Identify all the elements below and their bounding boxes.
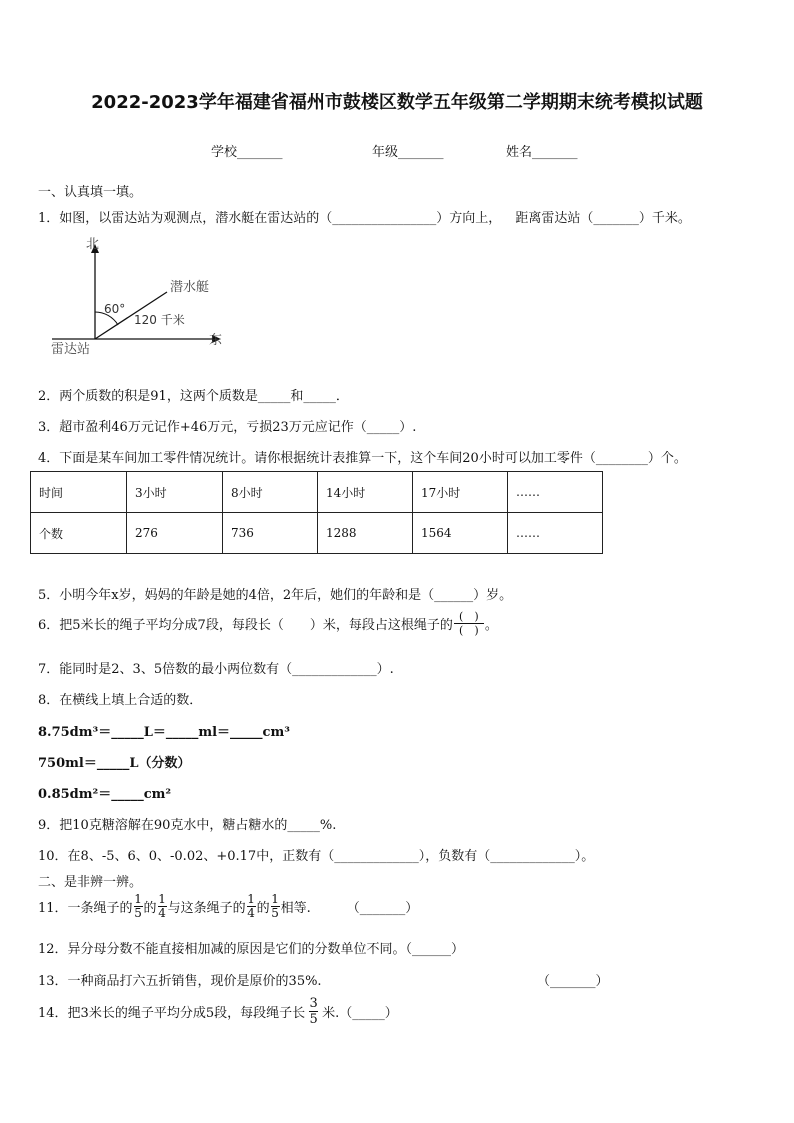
- question-13-answer: （_______）: [537, 974, 609, 989]
- station-label: 雷达站: [51, 342, 91, 357]
- table-cell: 736: [223, 513, 318, 554]
- section-2-heading: 二、是非辨一辨。: [38, 875, 143, 890]
- table-cell: 1564: [413, 513, 508, 554]
- question-3: 3．超市盈利46万元记作+46万元，亏损23万元应记作（_____）.: [38, 420, 417, 435]
- table-cell: 276: [127, 513, 223, 554]
- north-label: 北: [86, 237, 100, 252]
- question-1-text-a: 1．如图，以雷达站为观测点，潜水艇在雷达站的（________________）方向上，: [38, 211, 502, 226]
- east-label: 东: [209, 333, 223, 348]
- angle-label: 60°: [104, 302, 126, 316]
- fraction: [309, 996, 318, 1027]
- production-table: [30, 471, 603, 554]
- table-cell: ……: [508, 513, 603, 554]
- question-11: [38, 893, 418, 920]
- question-11-text-a: 11．一条绳子的: [38, 901, 133, 916]
- table-row: [31, 513, 603, 554]
- question-2: 2．两个质数的积是91，这两个质数是_____和_____．: [38, 389, 349, 404]
- fraction-numerator: 1: [247, 892, 255, 906]
- question-14-text-b: 米.（_____）: [322, 1006, 398, 1021]
- table-cell: 时间: [31, 472, 127, 513]
- question-11-text-b: 的: [143, 901, 157, 916]
- fraction-denominator: 5: [271, 906, 279, 920]
- table-row: [31, 472, 603, 513]
- question-11-text-e: 相等.: [280, 901, 311, 916]
- page-title: 2022-2023学年福建省福州市鼓楼区数学五年级第二学期期末统考模拟试题: [91, 92, 703, 113]
- table-cell: 个数: [31, 513, 127, 554]
- name-field: 姓名_______: [506, 145, 578, 160]
- fraction-denominator: 4: [158, 906, 166, 920]
- question-13: 13．一种商品打六五折销售，现价是原价的35%.: [38, 974, 322, 989]
- school-field: 学校_______: [211, 145, 283, 160]
- distance-label: 120 千米: [134, 313, 185, 327]
- table-cell: 1288: [318, 513, 413, 554]
- fraction-denominator: ( ): [459, 624, 479, 637]
- question-8-part-a: 8.75dm³＝_____L＝_____ml＝_____cm³: [38, 725, 290, 740]
- question-14-text-a: 14．把3米长的绳子平均分成5段，每段绳子长: [38, 1006, 306, 1021]
- question-8: 8．在横线上填上合适的数．: [38, 693, 203, 708]
- question-7: 7．能同时是2、3、5倍数的最小两位数有（_____________）.: [38, 662, 394, 677]
- fraction: [134, 893, 143, 920]
- question-11-text-c: 与这条绳子的: [167, 901, 246, 916]
- question-1: [38, 207, 691, 226]
- fraction-numerator: 3: [309, 996, 318, 1011]
- question-4: 4．下面是某车间加工零件情况统计。请你根据统计表推算一下，这个车间20小时可以加工零件（________）个。: [38, 451, 687, 466]
- question-5: 5．小明今年x岁，妈妈的年龄是她的4倍，2年后，她们的年龄和是（______）岁。: [38, 588, 513, 603]
- question-11-answer: （_______）: [346, 901, 419, 916]
- question-6-end: 。: [484, 618, 498, 633]
- question-6-text: 6．把5米长的绳子平均分成7段，每段长（ ）米，每段占这根绳子的: [38, 618, 453, 633]
- question-11-text-d: 的: [256, 901, 270, 916]
- question-6: [38, 610, 498, 637]
- submarine-label: 潜水艇: [170, 280, 210, 295]
- question-8-part-b: 750ml＝_____L（分数）: [38, 756, 191, 771]
- section-1-heading: 一、认真填一填。: [38, 185, 143, 200]
- fraction-numerator: 1: [158, 892, 166, 906]
- question-1-text-b: 距离雷达站（_______）千米。: [515, 211, 691, 226]
- table-cell: 17小时: [413, 472, 508, 513]
- question-14: [38, 996, 398, 1027]
- fraction-numerator: ( ): [459, 610, 479, 623]
- fraction: [247, 893, 256, 920]
- grade-field: 年级_______: [372, 145, 444, 160]
- fraction: [158, 893, 167, 920]
- table-cell: ……: [508, 472, 603, 513]
- fraction-numerator: 1: [134, 892, 142, 906]
- fraction: [454, 610, 484, 637]
- question-9: 9．把10克糖溶解在90克水中，糖占糖水的_____%.: [38, 818, 337, 833]
- table-cell: 14小时: [318, 472, 413, 513]
- radar-diagram: [46, 236, 236, 358]
- fraction-numerator: 1: [271, 892, 279, 906]
- fraction: [271, 893, 280, 920]
- question-10: 10．在8、-5、6、0、-0.02、+0.17中，正数有（_____________），负数有（_____________）。: [38, 849, 595, 864]
- question-12: 12．异分母分数不能直接相加减的原因是它们的分数单位不同。（______）: [38, 942, 465, 957]
- fraction-denominator: 5: [134, 906, 142, 920]
- fraction-denominator: 4: [247, 906, 255, 920]
- table-cell: 8小时: [223, 472, 318, 513]
- question-8-part-c: 0.85dm²＝_____cm²: [38, 787, 172, 802]
- table-cell: 3小时: [127, 472, 223, 513]
- fraction-denominator: 5: [309, 1012, 318, 1027]
